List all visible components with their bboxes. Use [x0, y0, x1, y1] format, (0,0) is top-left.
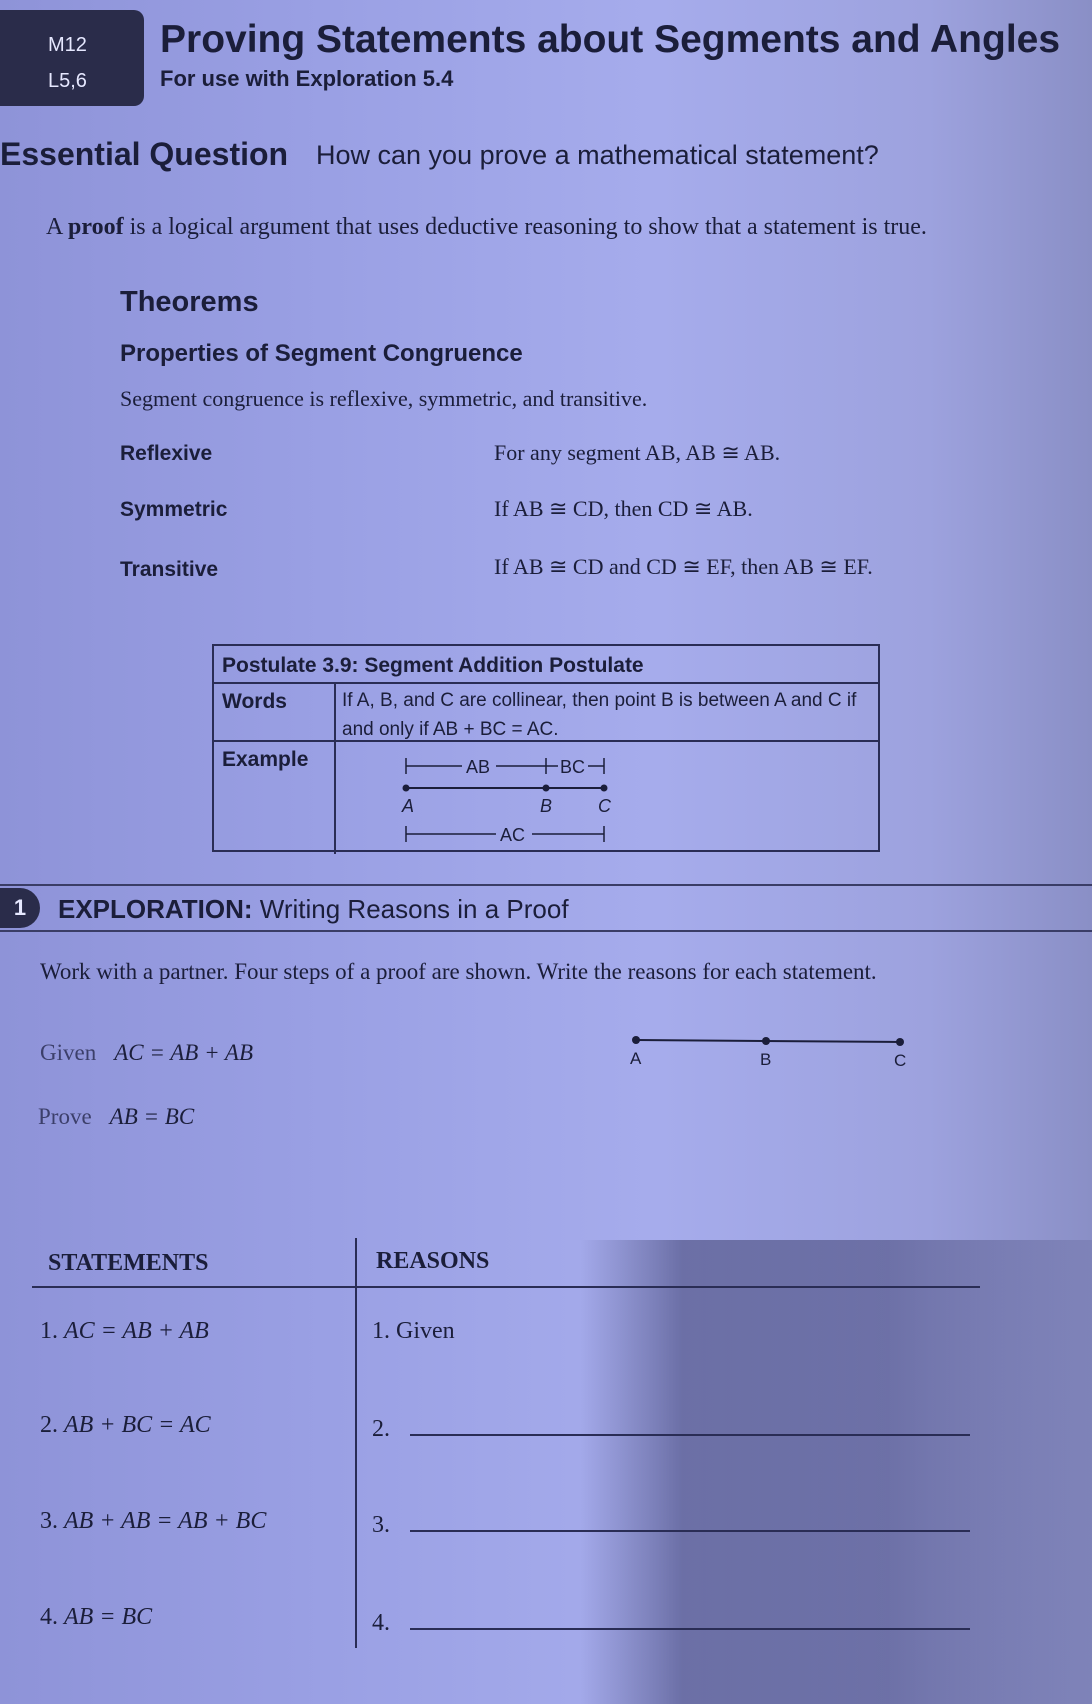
given-value: AC = AB + AB [114, 1040, 254, 1065]
postulate-words-text: If A, B, and C are collinear, then point B is between A and C if and only if AB + BC = AC. [342, 690, 857, 740]
exploration-title-text: Writing Reasons in a Proof [259, 894, 569, 924]
essential-question-text: How can you prove a mathematical statement? [316, 140, 879, 170]
proof-term: proof [68, 214, 124, 240]
divider [214, 682, 878, 684]
given-statement [40, 1040, 253, 1066]
statement-text: AC = AB + AB [64, 1318, 209, 1344]
statement-number: 2. [40, 1412, 58, 1438]
statement-row [40, 1508, 266, 1535]
proof-segment-diagram [620, 1030, 920, 1080]
lesson-levels: L5,6 [48, 70, 87, 92]
page-subtitle: For use with Exploration 5.4 [160, 66, 454, 91]
segment-addition-diagram [402, 756, 646, 848]
proof-definition-after: is a logical argument that uses deductive reasoning to show that a statement is true. [123, 214, 927, 240]
reason-row [372, 1414, 970, 1443]
statement-text: AB = BC [64, 1604, 153, 1630]
divider [0, 930, 1092, 932]
reflexive-statement: For any segment AB, AB ≅ AB. [494, 440, 781, 465]
properties-heading: Properties of Segment Congruence [120, 340, 523, 367]
point-b-label: B [760, 1050, 772, 1069]
lesson-code: M12 [48, 34, 87, 56]
statement-row [40, 1412, 211, 1439]
point-a [403, 785, 410, 792]
transitive-label: Transitive [120, 558, 219, 581]
statement-number: 4. [40, 1604, 58, 1630]
point-c-label: C [894, 1051, 907, 1070]
point-c [896, 1038, 904, 1046]
prove-statement [38, 1104, 194, 1130]
ac-label: AC [500, 825, 526, 845]
symmetric-statement: If AB ≅ CD, then CD ≅ AB. [494, 496, 753, 521]
reasons-header: REASONS [376, 1248, 490, 1274]
statements-header: STATEMENTS [48, 1250, 209, 1276]
exploration-title [58, 894, 569, 925]
point-b [762, 1037, 770, 1045]
divider [32, 1286, 980, 1288]
reason-number: 2. [372, 1416, 390, 1442]
exploration-instructions: Work with a partner. Four steps of a proof are shown. Write the reasons for each statement. [40, 959, 877, 984]
point-c [601, 785, 608, 792]
prove-value: AB = BC [109, 1104, 195, 1129]
point-b-label: B [540, 796, 553, 816]
page-title: Proving Statements about Segments and Angles [160, 18, 1061, 61]
divider [0, 884, 1092, 886]
theorems-heading: Theorems [120, 286, 259, 318]
point-c-label: C [598, 796, 611, 816]
statement-row [40, 1604, 152, 1631]
reason-number: 3. [372, 1512, 390, 1538]
divider [355, 1238, 357, 1648]
essential-question-label: Essential Question [0, 136, 289, 172]
statement-text: AB + BC = AC [64, 1412, 211, 1438]
reflexive-label: Reflexive [120, 442, 213, 465]
statement-number: 1. [40, 1318, 58, 1344]
ab-label: AB [466, 757, 491, 777]
reason-answer-blank[interactable] [410, 1414, 970, 1436]
symmetric-label: Symmetric [120, 498, 228, 521]
statement-number: 3. [40, 1508, 58, 1534]
exploration-number: 1 [0, 888, 40, 928]
reason-answer-blank[interactable] [410, 1510, 970, 1532]
postulate-box [212, 644, 880, 852]
proof-definition [46, 214, 927, 241]
reason-row [372, 1510, 970, 1539]
postulate-words-label: Words [222, 690, 287, 713]
divider [334, 682, 336, 854]
prove-label: Prove [38, 1104, 92, 1129]
properties-description: Segment congruence is reflexive, symmetric, and transitive. [120, 386, 648, 411]
postulate-heading: Postulate 3.9: Segment Addition Postulate [222, 654, 644, 677]
point-a-label: A [630, 1049, 642, 1068]
reason-row [372, 1318, 455, 1345]
lesson-badge [0, 10, 144, 106]
given-label: Given [40, 1040, 97, 1065]
statement-row [40, 1318, 209, 1345]
statement-text: AB + AB = AB + BC [64, 1508, 267, 1534]
point-a-label: A [402, 796, 415, 816]
reason-answer-blank[interactable] [410, 1608, 970, 1630]
exploration-label: EXPLORATION: [58, 894, 253, 924]
proof-definition-before: A [46, 214, 69, 240]
bc-label: BC [560, 757, 586, 777]
postulate-example-label: Example [222, 748, 309, 771]
point-b [543, 785, 550, 792]
reason-number: 4. [372, 1610, 390, 1636]
reason-row [372, 1608, 970, 1637]
point-a [632, 1036, 640, 1044]
reason-text: Given [396, 1318, 455, 1344]
reason-number: 1. [372, 1318, 390, 1344]
transitive-statement: If AB ≅ CD and CD ≅ EF, then AB ≅ EF. [494, 554, 873, 579]
